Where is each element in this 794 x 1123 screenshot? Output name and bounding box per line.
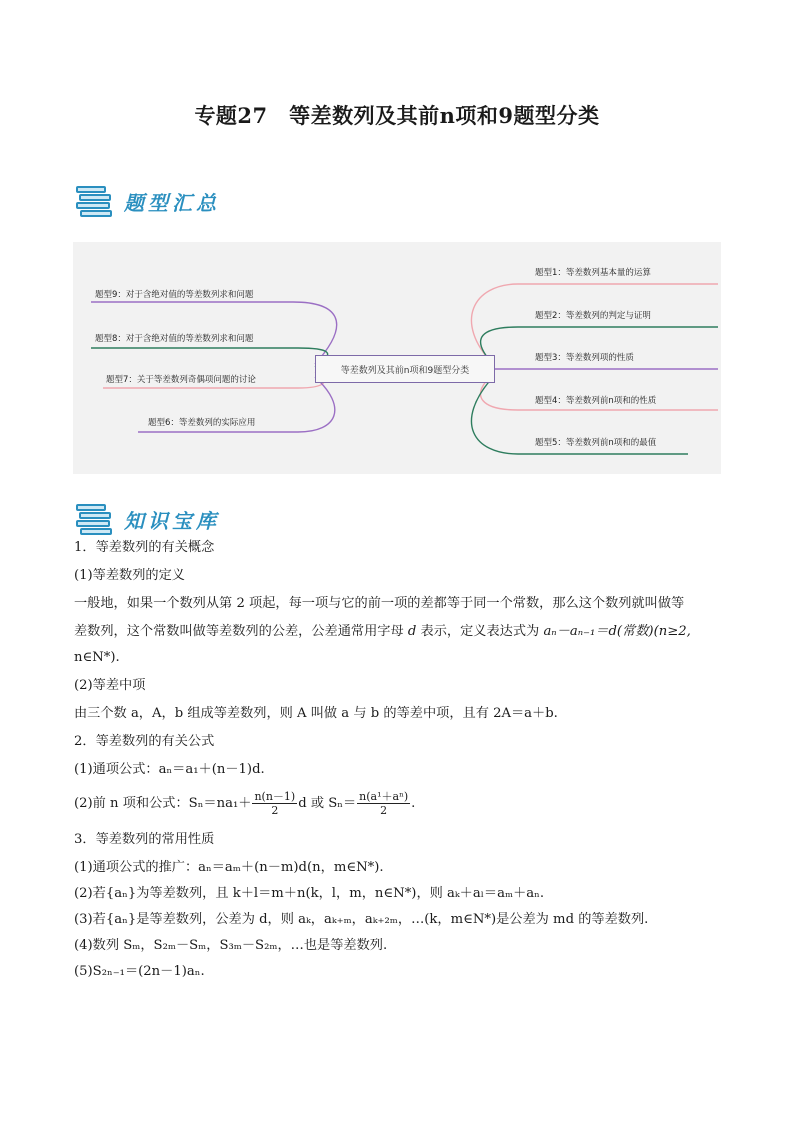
definition-formula: aₙ－aₙ₋₁＝d(常数)(n≥2, xyxy=(543,624,691,639)
books-icon xyxy=(74,502,116,536)
sum-formula-end: . xyxy=(411,796,416,811)
paragraph-middle-term: 由三个数 a，A，b 组成等差数列，则 A 叫做 a 与 b 的等差中项，且有 2A＝a＋b. xyxy=(74,706,558,721)
mindmap-topic-7: 题型7：关于等差数列奇偶项问题的讨论 xyxy=(106,375,256,385)
paragraph-definition-3: n∈N*). xyxy=(74,650,120,665)
fraction-1 xyxy=(252,790,297,817)
mindmap xyxy=(73,242,721,474)
subheading-middle-term: (2)等差中项 xyxy=(74,678,146,693)
subheading-definition: (1)等差数列的定义 xyxy=(74,568,185,583)
symbol-d: d xyxy=(407,624,417,639)
mindmap-center-topic: 等差数列及其前n项和9题型分类 xyxy=(315,355,495,383)
mindmap-topic-5: 题型5：等差数列前n项和的最值 xyxy=(535,438,657,448)
property-3: (3)若{aₙ}是等差数列，公差为 d，则 aₖ，aₖ₊ₘ，aₖ₊₂ₘ，…(k，m∈N*)是公差为 md 的等差数列. xyxy=(74,912,649,927)
mindmap-topic-6: 题型6：等差数列的实际应用 xyxy=(148,418,256,428)
books-icon xyxy=(74,184,116,218)
fraction-2-denominator: 2 xyxy=(380,804,388,817)
definition-text-2: 表示，定义表达式为 xyxy=(420,624,540,639)
paragraph-definition-2 xyxy=(74,622,691,642)
mindmap-topic-8: 题型8：对于含绝对值的等差数列求和问题 xyxy=(95,334,254,344)
definition-text: 差数列，这个常数叫做等差数列的公差，公差通常用字母 xyxy=(74,624,404,639)
page-title: 专题27 等差数列及其前n项和9题型分类 xyxy=(194,103,600,128)
heading-1: 1．等差数列的有关概念 xyxy=(74,540,215,555)
mindmap-topic-2: 题型2：等差数列的判定与证明 xyxy=(535,311,651,321)
property-2: (2)若{aₙ}为等差数列，且 k＋l＝m＋n(k，l，m，n∈N*)，则 aₖ＋aₗ＝aₘ＋aₙ. xyxy=(74,886,545,901)
mindmap-topic-4: 题型4：等差数列前n项和的性质 xyxy=(535,396,657,406)
section-title: 题型汇总 xyxy=(124,190,220,215)
branch-left-8 xyxy=(91,348,328,367)
section-header-summary xyxy=(74,184,220,218)
fraction-1-numerator: n(n－1) xyxy=(254,790,296,803)
property-1: (1)通项公式的推广：aₙ＝aₘ＋(n－m)d(n，m∈N*). xyxy=(74,860,384,875)
mindmap-topic-1: 题型1：等差数列基本量的运算 xyxy=(535,268,651,278)
section-header-knowledge xyxy=(74,502,220,536)
property-5: (5)S₂ₙ₋₁＝(2n－1)aₙ. xyxy=(74,964,205,979)
fraction-2-numerator: n(a¹＋aⁿ) xyxy=(359,790,409,803)
mindmap-topic-3: 题型3：等差数列项的性质 xyxy=(535,353,634,363)
mindmap-topic-9: 题型9：对于含绝对值的等差数列求和问题 xyxy=(95,290,254,300)
formula-general-term: (1)通项公式：aₙ＝a₁＋(n－1)d. xyxy=(74,762,265,777)
property-4: (4)数列 Sₘ，S₂ₘ－Sₘ，S₃ₘ－S₂ₘ，…也是等差数列. xyxy=(74,938,388,953)
formula-sum xyxy=(74,786,415,822)
sum-formula-prefix: (2)前 n 项和公式：Sₙ＝na₁＋ xyxy=(74,796,252,811)
fraction-2 xyxy=(357,790,410,817)
sum-formula-middle: d 或 Sₙ＝ xyxy=(298,796,357,811)
heading-3: 3．等差数列的常用性质 xyxy=(74,832,215,847)
heading-2: 2．等差数列的有关公式 xyxy=(74,734,215,749)
paragraph-definition-1: 一般地，如果一个数列从第 2 项起，每一项与它的前一项的差都等于同一个常数，那么这个数列就叫做等 xyxy=(74,596,685,611)
section-title: 知识宝库 xyxy=(124,508,220,533)
fraction-1-denominator: 2 xyxy=(271,804,279,817)
